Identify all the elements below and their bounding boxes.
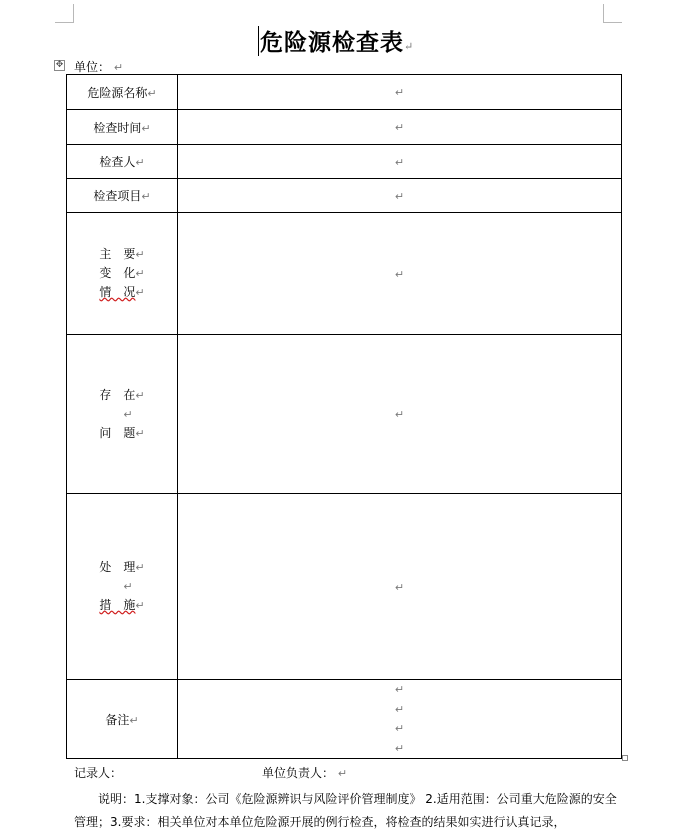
table-row	[67, 145, 622, 179]
table-row	[67, 494, 622, 680]
problems-line-3: 问 题	[99, 425, 136, 440]
paragraph-mark: ↵	[394, 408, 405, 421]
paragraph-mark: ↵	[394, 702, 405, 716]
problems-label	[99, 386, 144, 443]
remarks-lines	[178, 680, 621, 758]
table-row	[67, 680, 622, 759]
table-resize-handle[interactable]	[622, 755, 628, 761]
inspector-label: 检查人	[99, 155, 136, 169]
unit-label[interactable]	[74, 58, 123, 75]
paragraph-mark: ↵	[135, 426, 145, 440]
check-item-value-cell[interactable]	[178, 179, 622, 213]
unit-head-label-text: 单位负责人：	[262, 766, 335, 780]
inspector-label-cell[interactable]	[67, 145, 178, 179]
paragraph-mark: ↵	[123, 407, 133, 421]
table-row	[67, 213, 622, 335]
inspector-value-cell[interactable]	[178, 145, 622, 179]
text-cursor	[258, 26, 259, 56]
paragraph-mark: ↵	[394, 189, 405, 203]
table-row	[67, 335, 622, 494]
main-changes-line-2: 变 化	[99, 266, 136, 280]
unit-head-label[interactable]	[262, 764, 347, 781]
paragraph-mark: ↵	[141, 190, 151, 203]
check-time-label-cell[interactable]	[67, 110, 178, 145]
paragraph-mark: ↵	[135, 599, 145, 612]
paragraph-mark: ↵	[135, 248, 145, 261]
measures-value-cell[interactable]	[178, 494, 622, 680]
paragraph-mark: ↵	[394, 580, 405, 594]
main-changes-value-cell[interactable]	[178, 213, 622, 335]
paragraph-mark: ↵	[135, 286, 145, 299]
paragraph-mark: ↵	[123, 580, 133, 593]
measures-label-cell[interactable]	[67, 494, 178, 680]
paragraph-mark: ↵	[337, 767, 348, 780]
main-changes-line-1: 主 要	[99, 247, 136, 261]
paragraph-mark: ↵	[394, 741, 405, 755]
paragraph-mark: ↵	[113, 61, 124, 74]
remarks-label: 备注	[105, 712, 130, 727]
paragraph-mark: ↵	[394, 267, 405, 281]
problems-label-cell[interactable]	[67, 335, 178, 494]
check-time-value-cell[interactable]	[178, 110, 622, 145]
paragraph-mark: ↵	[404, 40, 415, 53]
paragraph-mark: ↵	[394, 155, 405, 169]
main-changes-line-3: 情 况	[99, 285, 136, 299]
remarks-label-cell[interactable]	[67, 680, 178, 759]
paragraph-mark: ↵	[135, 156, 145, 169]
check-time-label: 检查时间	[93, 120, 142, 135]
page-corner-mark-top-left	[55, 4, 74, 23]
main-changes-label	[99, 245, 144, 302]
paragraph-mark: ↵	[147, 86, 157, 100]
description-paragraph[interactable]: 说明：1.支撑对象：公司《危险源辨识与风险评价管理制度》 2.适用范围：公司重大危险源的安全管理；3.要求：相关单位对本单位危险源开展的例行检查，将检查的结果如实进行认真记录，	[74, 792, 617, 829]
table-move-handle-icon[interactable]: ✥	[55, 60, 64, 70]
hazard-check-table	[66, 74, 622, 759]
problems-value-cell[interactable]	[178, 335, 622, 494]
measures-line-3: 措 施	[99, 598, 136, 612]
check-item-label: 检查项目	[93, 189, 142, 203]
table-row	[67, 110, 622, 145]
paragraph-mark: ↵	[141, 121, 151, 135]
unit-label-text: 单位：	[74, 60, 111, 74]
recorder-label[interactable]: 记录人：	[74, 766, 123, 780]
paragraph-mark: ↵	[394, 722, 405, 735]
paragraph-mark: ↵	[394, 86, 405, 99]
main-changes-label-cell[interactable]	[67, 213, 178, 335]
hazard-name-value-cell[interactable]	[178, 75, 622, 110]
paragraph-mark: ↵	[129, 713, 139, 727]
table-row	[67, 75, 622, 110]
paragraph-mark: ↵	[135, 267, 145, 280]
problems-line-1: 存 在	[99, 387, 136, 402]
paragraph-mark: ↵	[394, 683, 405, 696]
hazard-name-label: 危险源名称	[87, 85, 148, 100]
remarks-value-cell[interactable]	[178, 680, 622, 759]
table-row	[67, 179, 622, 213]
measures-label	[99, 558, 144, 615]
paragraph-mark: ↵	[135, 561, 145, 574]
title-text: 危险源检查表	[260, 29, 404, 56]
measures-line-1: 处 理	[99, 560, 136, 574]
hazard-name-label-cell[interactable]	[67, 75, 178, 110]
page-corner-mark-top-right	[603, 4, 622, 23]
document-title[interactable]	[260, 24, 414, 57]
paragraph-mark: ↵	[135, 388, 145, 402]
check-item-label-cell[interactable]	[67, 179, 178, 213]
paragraph-mark: ↵	[394, 121, 405, 134]
